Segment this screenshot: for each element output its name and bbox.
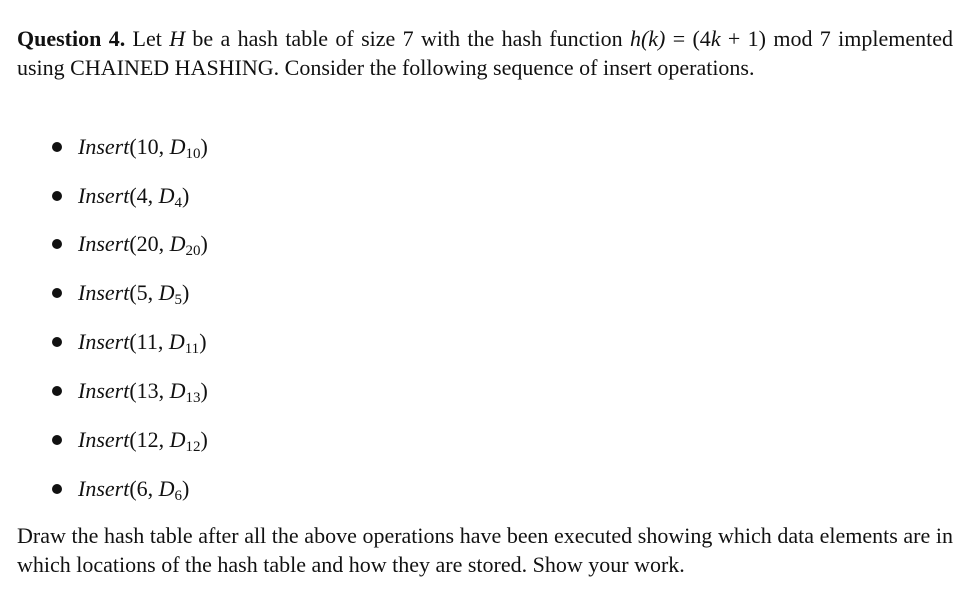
operation-name: Insert bbox=[78, 134, 130, 159]
operation-name: Insert bbox=[78, 231, 130, 256]
operation-text: Insert(20, $D_{20}$) bbox=[78, 231, 208, 259]
data-variable: D bbox=[158, 280, 175, 305]
data-subscript: 5 bbox=[174, 292, 183, 308]
data-subscript: 11 bbox=[184, 341, 200, 357]
operation-key: 5 bbox=[136, 280, 148, 305]
operation-name: Insert bbox=[78, 476, 130, 501]
data-subscript: 13 bbox=[185, 390, 201, 406]
operation-key: 20 bbox=[136, 231, 159, 256]
instruction-text: Draw the hash table after all the above operations have been executed showing which data elements are in which locations of the hash table and how they are stored. Show your work. bbox=[17, 523, 953, 577]
data-variable: D bbox=[168, 329, 185, 354]
bullet-dot bbox=[52, 337, 62, 347]
intro-text-4: + 1) mod 7 implemented using CHAINED HASHING. Consider the following sequence of insert operations. bbox=[17, 26, 953, 80]
data-variable: D bbox=[169, 378, 186, 403]
data-subscript: 12 bbox=[185, 439, 201, 455]
operation-name: Insert bbox=[78, 280, 130, 305]
operation-key: 13 bbox=[136, 378, 159, 403]
operation-text: Insert(11, $D_{11}$) bbox=[78, 329, 207, 357]
data-variable: D bbox=[158, 183, 175, 208]
operation-name: Insert bbox=[78, 329, 130, 354]
table-variable: H bbox=[169, 26, 186, 51]
operation-name: Insert bbox=[78, 427, 130, 452]
hash-function: h(k) bbox=[629, 26, 666, 51]
operation-name: Insert bbox=[78, 378, 130, 403]
operation-key: 11 bbox=[136, 329, 158, 354]
operation-key: 4 bbox=[136, 183, 148, 208]
bullet-dot bbox=[52, 191, 62, 201]
operation-key: 6 bbox=[136, 476, 148, 501]
bullet-dot bbox=[52, 288, 62, 298]
data-variable: D bbox=[169, 134, 186, 159]
key-variable: k bbox=[710, 26, 721, 51]
operation-key: 12 bbox=[136, 427, 159, 452]
intro-text-2: be a hash table of size 7 with the hash function bbox=[185, 26, 630, 51]
data-subscript: 20 bbox=[185, 243, 201, 259]
operation-text: Insert(4, $D_4$) bbox=[78, 183, 190, 211]
operation-text: Insert(12, $D_{12}$) bbox=[78, 427, 208, 455]
operation-text: Insert(5, $D_5$) bbox=[78, 280, 190, 308]
data-subscript: 10 bbox=[185, 146, 201, 162]
question-intro bbox=[17, 24, 953, 82]
data-variable: D bbox=[169, 427, 186, 452]
operation-text: Insert(10, $D_{10}$) bbox=[78, 134, 208, 162]
data-subscript: 6 bbox=[174, 488, 183, 504]
intro-text-1: Let bbox=[125, 26, 170, 51]
bullet-dot bbox=[52, 239, 62, 249]
question-label: Question 4. bbox=[17, 26, 126, 51]
operation-key: 10 bbox=[136, 134, 159, 159]
bullet-dot bbox=[52, 484, 62, 494]
operation-text: Insert(6, $D_6$) bbox=[78, 476, 190, 504]
bullet-dot bbox=[52, 142, 62, 152]
bullet-dot bbox=[52, 435, 62, 445]
operation-name: Insert bbox=[78, 183, 130, 208]
data-variable: D bbox=[169, 231, 186, 256]
data-variable: D bbox=[158, 476, 175, 501]
data-subscript: 4 bbox=[174, 195, 183, 211]
operation-text: Insert(13, $D_{13}$) bbox=[78, 378, 208, 406]
intro-text-3: = (4 bbox=[665, 26, 711, 51]
bullet-dot bbox=[52, 386, 62, 396]
